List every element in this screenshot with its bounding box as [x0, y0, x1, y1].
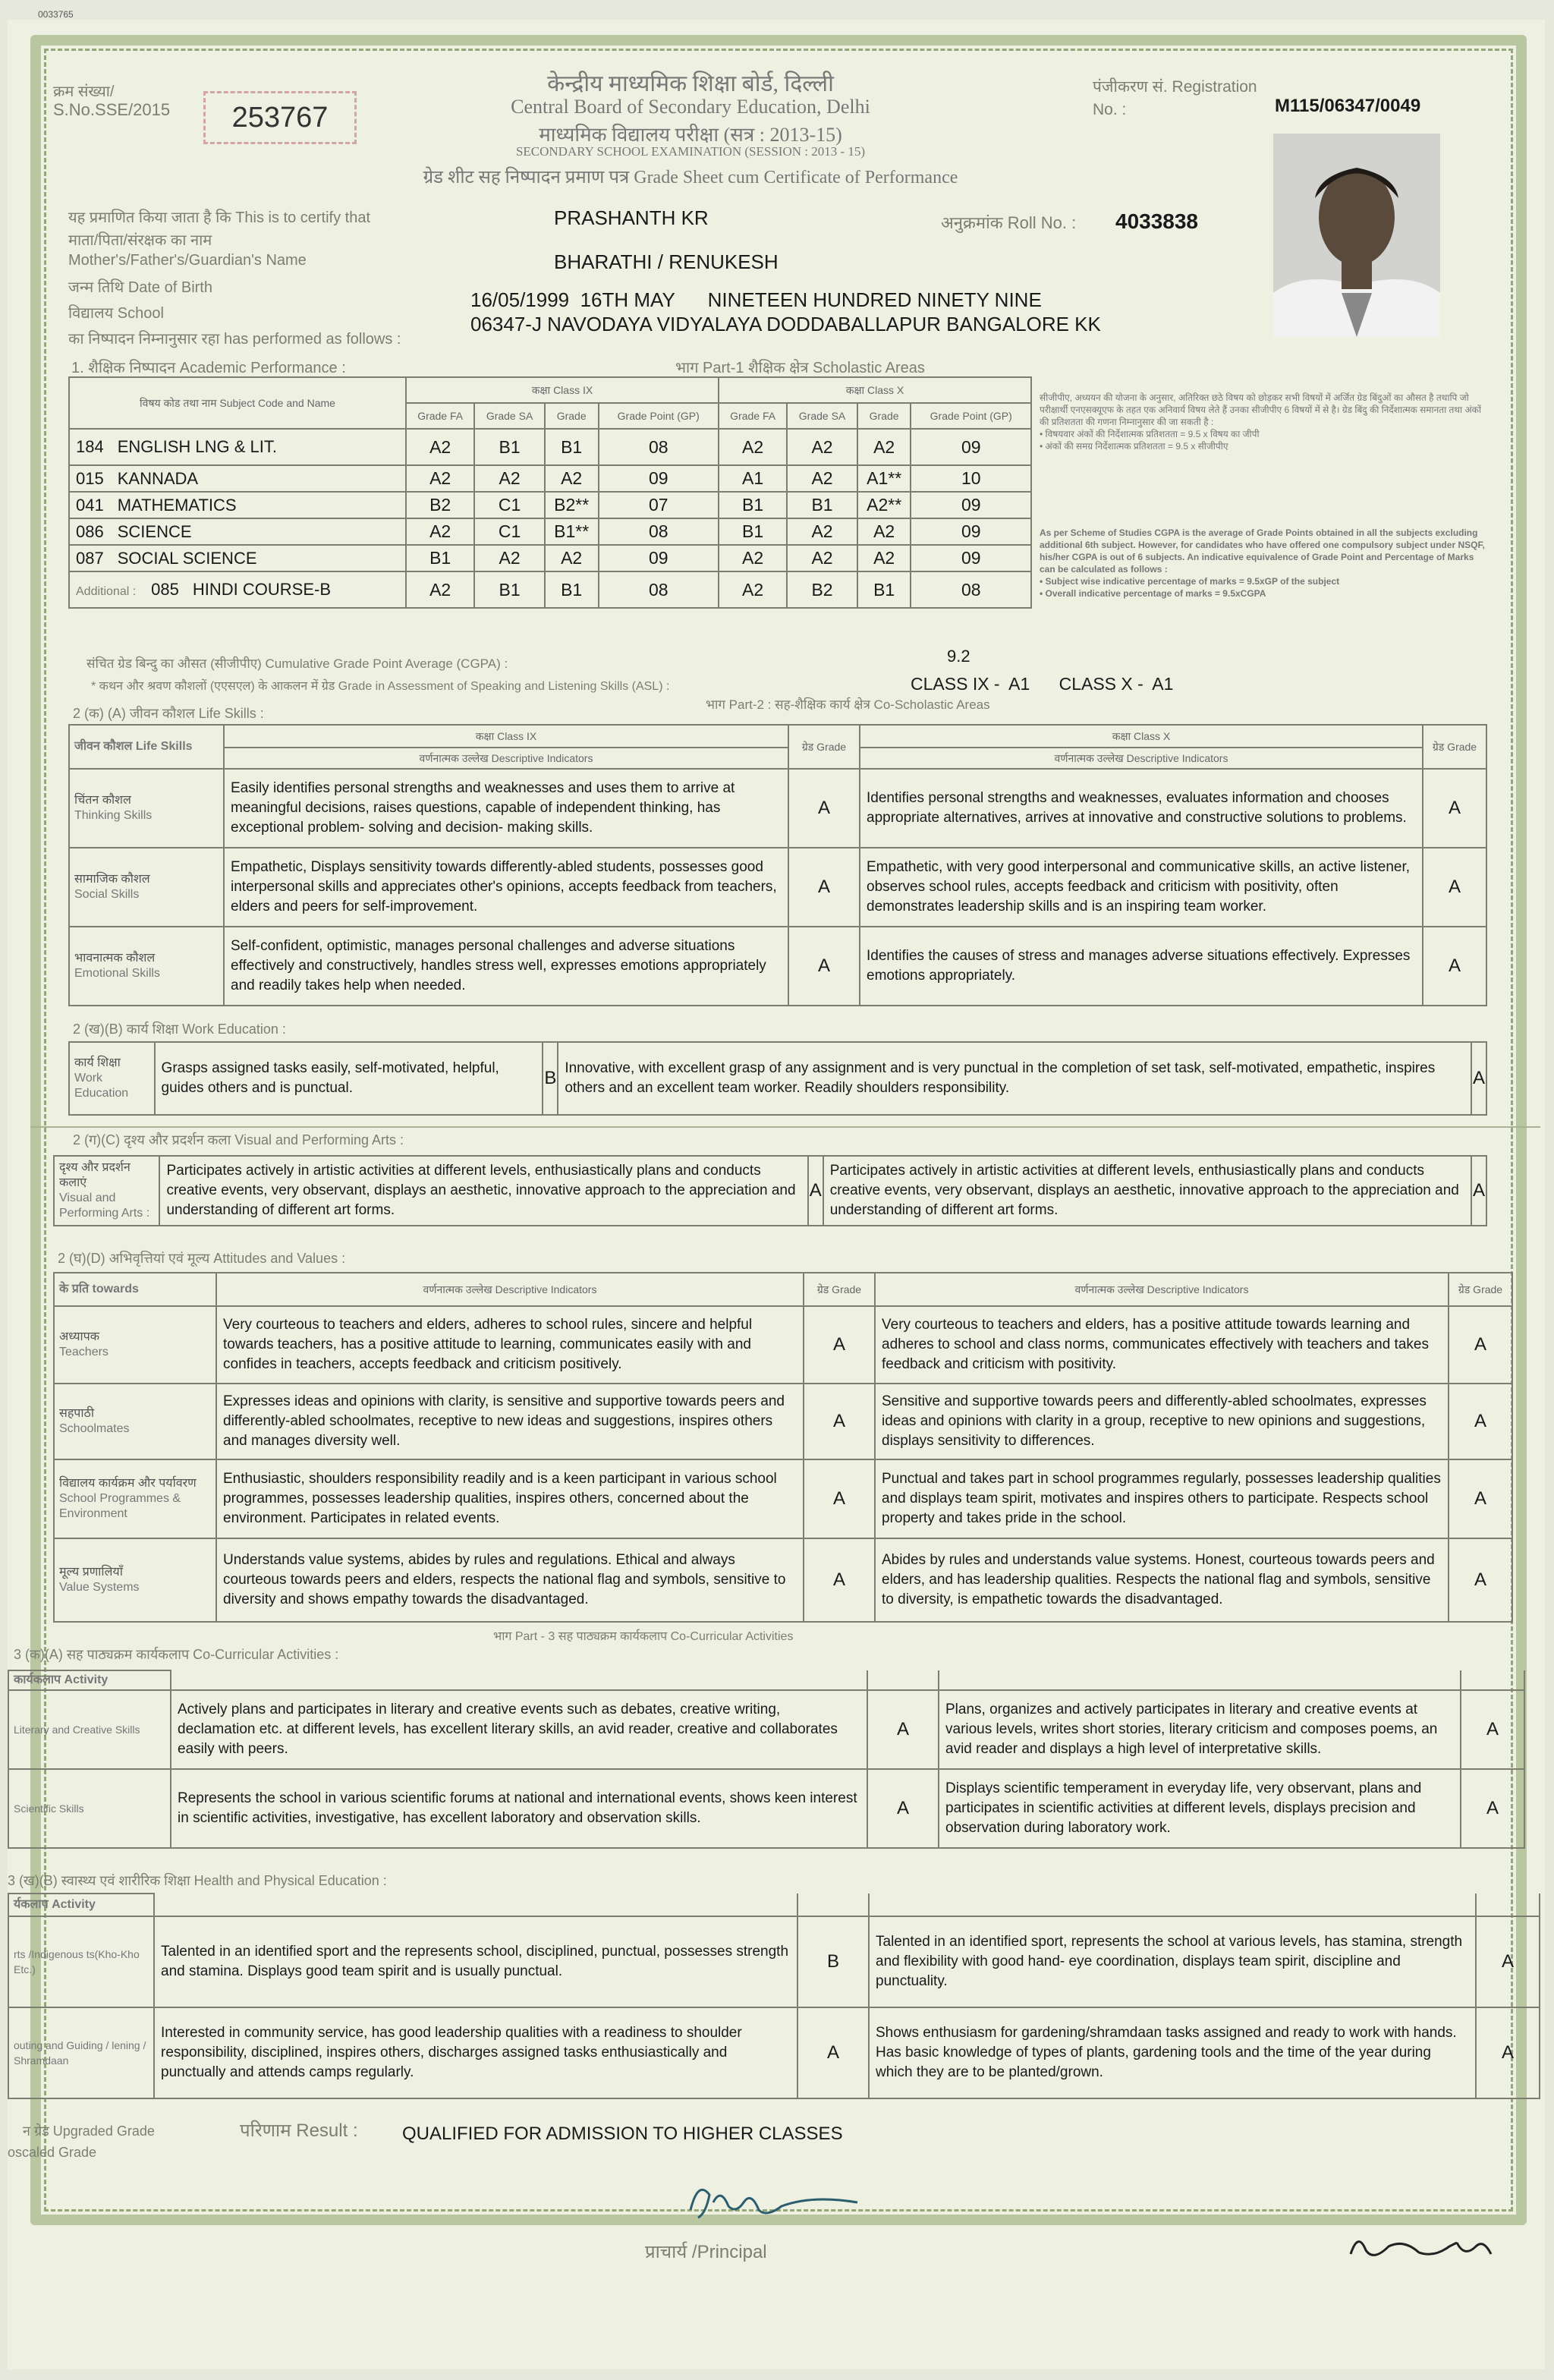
subject-name: SCIENCE [117, 521, 192, 541]
area-label [54, 1384, 216, 1459]
registration-label: पंजीकरण सं. Registration No. : [1093, 78, 1257, 118]
cgpa-note-hindi-bullet: • अंकों की समग्र निर्देशात्मक प्रतिशतता = 9.5 x सीजीपीए [1040, 441, 1228, 452]
area-label [8, 1769, 171, 1848]
area-label-english: Emotional Skills [74, 967, 160, 980]
class9-mark: B1** [545, 518, 599, 545]
class9-grade: A [804, 1384, 875, 1459]
cgpa-note-text: As per Scheme of Studies CGPA is the average of Grade Points obtained in all the subjects excluding additional 6th subject. However, for candidates who have offered one compulsory subject under NSQF, his/her CGPA is out of 6 subjects. An indicative equivalence of Grade Point and Percentage of Marks can be calculated as follows : [1040, 527, 1485, 575]
class9-grade: A [804, 1459, 875, 1538]
subject-name: SOCIAL SCIENCE [117, 548, 257, 568]
area-label [69, 769, 224, 848]
subject-code: 085 [151, 580, 179, 599]
class9-mark: B1 [474, 429, 545, 465]
academic-table [68, 376, 1032, 609]
area-label [54, 1306, 216, 1384]
class10-mark: 08 [911, 571, 1031, 608]
roll-label: अनुक्रमांक Roll No. : [941, 213, 1077, 232]
indicator-row [8, 1690, 1524, 1769]
class9-indicator: Grasps assigned tasks easily, self-motivated, helpful, guides others and is punctual. [155, 1042, 543, 1115]
class9-grade: A [788, 848, 860, 927]
class9-grade: A [867, 1769, 939, 1848]
descriptive-header: वर्णनात्मक उल्लेख Descriptive Indicators [216, 1273, 804, 1306]
subject-row [69, 518, 1031, 545]
class10-mark: A2 [719, 429, 787, 465]
attitudes-title: 2 (घ)(D) अभिवृत्तियां एवं मूल्य Attitudes and Values : [58, 1251, 346, 1266]
subject-cell [69, 465, 406, 492]
class10-indicator: Plans, organizes and actively participates in literary and creative events at various levels, writes short stories, literary criticism and composes poems, an avid reader and displays a high level of interpretative skills. [939, 1690, 1461, 1769]
class10-indicator: Shows enthusiasm for gardening/shramdaan tasks assigned and ready to work with hands. Has basic knowledge of types of plants, gardening tools and the time of the year during which they are to be planted/grown. [869, 2007, 1476, 2098]
class9-mark: B1 [545, 429, 599, 465]
class10-mark: A2 [719, 545, 787, 571]
result-label: परिणाम Result : [240, 2120, 358, 2141]
dob-label: जन्म तिथि Date of Birth [68, 279, 212, 296]
class9-grade: B [797, 1916, 869, 2007]
cocurricular-title: 3 (क)(A) सह पाठ्यक्रम कार्यकलाप Co-Curricular Activities : [14, 1647, 339, 1662]
subject-name: HINDI COURSE-B [192, 580, 332, 599]
area-label [69, 1042, 155, 1115]
class10-mark: 10 [911, 465, 1031, 492]
board-name: Central Board of Secondary Education, Delhi [511, 96, 870, 118]
certify-label: यह प्रमाणित किया जाता है कि This is to certify that [68, 209, 371, 226]
class9-indicator: Actively plans and participates in literary and creative events such as debates, creative writing, declamation etc. at different levels, has excellent literary skills, an avid reader, creative and collaborates easily with peers. [171, 1690, 867, 1769]
class9-mark: 08 [599, 429, 719, 465]
fa-header: Grade FA [406, 403, 474, 429]
class10-grade: A [1423, 927, 1486, 1006]
subject-cell [69, 518, 406, 545]
subject-row [69, 492, 1031, 518]
life-skills-table [68, 724, 1487, 1006]
cgpa-label: संचित ग्रेड बिन्दु का औसत (सीजीपीए) Cumulative Grade Point Average (CGPA) : [87, 656, 508, 671]
class10-grade: A [1461, 1769, 1524, 1848]
class10-indicator: Sensitive and supportive towards peers and differently-abled schoolmates, expresses ideas and opinions with clarity in a group, receptive to new opinions and suggestions, displays sensitivity to differences. [875, 1384, 1449, 1459]
area-label-hindi: विद्यालय कार्यक्रम और पर्यावरण [59, 1477, 197, 1490]
area-label [54, 1156, 159, 1226]
area-label-english: Work Education [74, 1072, 129, 1100]
class10-indicator: Displays scientific temperament in everyday life, very observant, plans and participates in scientific activities at different levels, displays precision and observation during laboratory work. [939, 1769, 1461, 1848]
class10-mark: A1 [719, 465, 787, 492]
indicator-row [54, 1306, 1512, 1384]
asl-label: * कथन और श्रवण कौशलों (एएसएल) के आकलन में ग्रेड Grade in Assessment of Speaking and Listening Skills (ASL) : [91, 680, 670, 693]
class9-mark: A2 [474, 545, 545, 571]
subject-code: 086 [76, 521, 104, 541]
class9-mark: A2 [474, 465, 545, 492]
principal-signature [675, 2172, 873, 2233]
sa-header: Grade SA [474, 403, 545, 429]
activity-col-header: र्यकलाप Activity [8, 1894, 154, 1916]
school-name: 06347-J NAVODAYA VIDYALAYA DODDABALLAPUR BANGALORE KK [470, 313, 1101, 335]
class9-indicator: Enthusiastic, shoulders responsibility readily and is a keen participant in various school programmes, possesses leadership qualities, inspires others, concerned about the environment. Participates in related events. [216, 1459, 804, 1538]
class9-indicator: Represents the school in various scientific forums at national and international events, shows keen interest in scientific activities, investigative, has excellent laboratory and observation skills. [171, 1769, 867, 1848]
area-label-hindi: अध्यापक [59, 1330, 100, 1343]
class9-indicator: Very courteous to teachers and elders, adheres to school rules, sincere and helpful towards teachers, has a positive attitude to learning, communicates easily with and confides in teachers, accepts feedback and criticism positively. [216, 1306, 804, 1384]
subject-name: MATHEMATICS [117, 495, 237, 515]
corner-serial: 0033765 [38, 9, 74, 20]
area-label [8, 2007, 154, 2098]
class9-mark: A2 [406, 518, 474, 545]
class10-indicator: Identifies the causes of stress and manages adverse situations effectively. Expresses emotions appropriately. [860, 927, 1423, 1006]
health-title: 3 (ख)(B) स्वास्थ्य एवं शारीरिक शिक्षा Health and Physical Education : [8, 1873, 387, 1888]
class10-mark: A2 [787, 518, 857, 545]
class10-grade: A [1423, 848, 1486, 927]
subject-cell [69, 545, 406, 571]
class10-mark: A2 [787, 465, 857, 492]
descriptive-header: वर्णनात्मक उल्लेख Descriptive Indicators [875, 1273, 1449, 1306]
class10-mark: A1** [857, 465, 911, 492]
class10-grade: A [1449, 1459, 1512, 1538]
attitudes-table [53, 1272, 1513, 1623]
class9-mark: B2 [406, 492, 474, 518]
cgpa-value: 9.2 [947, 647, 970, 666]
exam-name-hindi: माध्यमिक विद्यालय परीक्षा (सत्र : 2013-15) [539, 124, 842, 146]
grade-header: ग्रेड Grade [1423, 725, 1486, 769]
area-label-english: Visual and Performing Arts : [59, 1192, 150, 1220]
area-label-hindi: मूल्य प्रणालियाँ [59, 1566, 123, 1579]
indicator-row [69, 848, 1486, 927]
subject-name: KANNADA [117, 468, 199, 488]
guardian-label: Mother's/Father's/Guardian's Name [68, 252, 307, 269]
indicator-row [8, 1769, 1524, 1848]
class9-header: कक्षा Class IX [406, 377, 719, 403]
class9-grade: A [788, 769, 860, 848]
area-label [8, 1690, 171, 1769]
area-label-hindi: दृश्य और प्रदर्शन कलाएं [59, 1161, 131, 1189]
class10-mark: A2 [857, 518, 911, 545]
indicator-row [54, 1459, 1512, 1538]
activity-col-header: कार्यकलाप Activity [8, 1670, 171, 1690]
descriptive-header: वर्णनात्मक उल्लेख Descriptive Indicators [224, 748, 788, 769]
descriptive-header: वर्णनात्मक उल्लेख Descriptive Indicators [860, 748, 1423, 769]
student-name: PRASHANTH KR [554, 206, 709, 229]
life-skills-col-header: जीवन कौशल Life Skills [69, 725, 224, 769]
class9-indicator: Empathetic, Displays sensitivity towards differently-abled students, possesses good interpersonal skills and appreciates other's opinions, accepts feedback from teachers, elders and peers for self-improvement. [224, 848, 788, 927]
upscaled-grade-label: oscaled Grade [8, 2145, 97, 2160]
performed-label: का निष्पादन निम्नानुसार रहा has performed as follows : [68, 331, 401, 348]
class9-grade: A [804, 1306, 875, 1384]
class9-mark: 08 [599, 571, 719, 608]
subject-name: ENGLISH LNG & LIT. [117, 437, 278, 456]
subject-code: 184 [76, 437, 104, 456]
additional-label: Additional : [76, 585, 137, 598]
class9-mark: B1 [545, 571, 599, 608]
indicator-row [54, 1384, 1512, 1459]
serial-label-hi: क्रम संख्या/ [53, 83, 115, 100]
area-label-english: School Programmes & Environment [59, 1492, 181, 1520]
class10-indicator: Punctual and takes part in school programmes regularly, possesses leadership qualities and displays team spirit, motivates and inspires others to participate. Respects school property and takes pride in the school. [875, 1459, 1449, 1538]
class9-indicator: Self-confident, optimistic, manages personal challenges and adverse situations effectively and constructively, handles stress well, expresses emotions appropriately and readily takes help when needed. [224, 927, 788, 1006]
serial-label: S.No.SSE/2015 [53, 100, 171, 119]
registration-number: M115/06347/0049 [1275, 96, 1421, 116]
class9-indicator: Understands value systems, abides by rules and regulations. Ethical and always courteous towards peers and elders, respects the national flag and symbols, sensitive to diversity and shows empathy towards the disadvantaged. [216, 1538, 804, 1622]
indicator-row [69, 927, 1486, 1006]
class10-mark: B2 [787, 571, 857, 608]
class10-grade: A [1449, 1306, 1512, 1384]
exam-name: SECONDARY SCHOOL EXAMINATION (SESSION : 2013 - 15) [515, 144, 866, 159]
subject-cell [69, 492, 406, 518]
class9-indicator: Interested in community service, has good leadership qualities with a readiness to shoulder responsibility, disciplined, inspires others, discharges assigned tasks enthusiastically and punctually and attends camps regularly. [154, 2007, 797, 2098]
subject-cell [69, 429, 406, 465]
subject-code: 041 [76, 495, 104, 515]
area-label-english: Thinking Skills [74, 809, 153, 822]
area-label [69, 927, 224, 1006]
class10-indicator: Talented in an identified sport, represents the school at various levels, has stamina, strength and flexibility with good hand- eye coordination, displays team spirit, discipline and punctuality. [869, 1916, 1476, 2007]
indicator-row [8, 1916, 1540, 2007]
class10-indicator: Innovative, with excellent grasp of any assignment and is very punctual in the completion of set task, self-motivated, empathetic, inspires others and an excellent team worker. Readily shoulders responsibility. [558, 1042, 1471, 1115]
indicator-row [8, 2007, 1540, 2098]
class9-indicator: Expresses ideas and opinions with clarity, is sensitive and supportive towards peers and differently-abled schoolmates, receptive to new ideas and suggestions, inspires others and manages diversity well. [216, 1384, 804, 1459]
class10-grade: A [1476, 1916, 1540, 2007]
class9-grade: A [867, 1690, 939, 1769]
area-label-hindi: चिंतन कौशल [74, 794, 131, 807]
sa-header: Grade SA [787, 403, 857, 429]
area-label-english: Teachers [59, 1346, 109, 1358]
class9-mark: A2 [406, 571, 474, 608]
board-name-hindi: केन्द्रीय माध्यमिक शिक्षा बोर्ड, दिल्ली [547, 71, 834, 96]
grade-point-header: Grade Point (GP) [911, 403, 1031, 429]
class10-header: कक्षा Class X [719, 377, 1031, 403]
guardian-label-hindi: माता/पिता/संरक्षक का नाम [68, 232, 212, 249]
scholastic-part-title: भाग Part-1 शैक्षिक क्षेत्र Scholastic Areas [675, 360, 925, 376]
activity-name: rts /Indigenous ts(Kho-Kho Etc.) [14, 1948, 140, 1975]
cgpa-note-hindi-bullet: • विषयवार अंकों की निर्देशात्मक प्रतिशतता = 9.5 x विषय का जीपी [1040, 429, 1260, 439]
class10-grade: A [1423, 769, 1486, 848]
towards-col-header: के प्रति towards [54, 1273, 216, 1306]
subject-cell [69, 571, 406, 608]
subject-header: विषय कोड तथा नाम Subject Code and Name [140, 396, 335, 409]
class10-indicator: Participates actively in artistic activities at different levels, enthusiastically plans and conducts creative events, very observant, displays an aesthetic, innovative approach to the appreciation and understanding of different art forms. [823, 1156, 1471, 1226]
indicator-row [54, 1156, 1486, 1226]
class10-indicator: Abides by rules and understands value systems. Honest, courteous towards peers and elders, and has leadership qualities. Respects the national flag and symbols, sensitive to diversity, is empathetic towards the disadvantaged. [875, 1538, 1449, 1622]
area-label-hindi: सामाजिक कौशल [74, 873, 150, 886]
subject-row [69, 429, 1031, 465]
class10-mark: B1 [719, 492, 787, 518]
area-label [69, 848, 224, 927]
class9-grade: A [788, 927, 860, 1006]
class9-grade: A [804, 1538, 875, 1622]
class9-mark: C1 [474, 492, 545, 518]
class10-mark: 09 [911, 492, 1031, 518]
subject-code: 087 [76, 548, 104, 568]
serial-number: 253767 [203, 91, 357, 144]
class9-mark: 07 [599, 492, 719, 518]
indicator-row [54, 1538, 1512, 1622]
class10-mark: B1 [719, 518, 787, 545]
subject-code: 015 [76, 468, 104, 488]
class10-mark: 09 [911, 429, 1031, 465]
class9-mark: A2 [545, 545, 599, 571]
class10-mark: A2 [787, 545, 857, 571]
area-label [8, 1916, 154, 2007]
activity-name: Literary and Creative Skills [14, 1724, 140, 1736]
grade-header: ग्रेड Grade [1449, 1273, 1512, 1306]
class10-grade: A [1476, 2007, 1540, 2098]
class10-mark: A2 [719, 571, 787, 608]
fa-header: Grade FA [719, 403, 787, 429]
life-skills-title: 2 (क) (A) जीवन कौशल Life Skills : [73, 706, 264, 721]
class9-mark: B1 [406, 545, 474, 571]
class10-grade: A [1449, 1384, 1512, 1459]
class10-grade: A [1449, 1538, 1512, 1622]
student-photo [1273, 134, 1440, 337]
subject-row [69, 465, 1031, 492]
health-table [8, 1893, 1540, 2099]
cocurricular-table [8, 1670, 1525, 1849]
class9-indicator: Easily identifies personal strengths and weaknesses and uses them to arrive at meaningful decisions, raises questions, capable of independent thinking, has exceptional problem- solving and decision- making skills. [224, 769, 788, 848]
upgraded-grade-label: न ग्रेड Upgraded Grade [23, 2123, 155, 2139]
class9-grade: B [543, 1042, 558, 1115]
class9-mark: C1 [474, 518, 545, 545]
class9-mark: 08 [599, 518, 719, 545]
class10-indicator: Very courteous to teachers and elders, has a positive attitude towards learning and adheres to school and class norms, communicates effectively with teachers and takes feedback and criticism with positivity. [875, 1306, 1449, 1384]
fold-line [30, 1126, 1540, 1128]
class10-mark: A2** [857, 492, 911, 518]
indicator-row [69, 1042, 1486, 1115]
academic-section-title: 1. शैक्षिक निष्पादन Academic Performance : [71, 360, 346, 376]
class10-grade: A [1461, 1690, 1524, 1769]
activity-name: outing and Guiding / lening / Shramdaan [14, 2039, 146, 2067]
area-label [54, 1538, 216, 1622]
class10-mark: A2 [787, 429, 857, 465]
cgpa-note-bullet: • Overall indicative percentage of marks = 9.5xCGPA [1040, 588, 1266, 599]
area-label-english: Value Systems [59, 1581, 140, 1594]
subject-row [69, 545, 1031, 571]
class10-mark: A2 [857, 545, 911, 571]
subject-row [69, 571, 1031, 608]
certificate-paper [8, 9, 1545, 2369]
class10-mark: B1 [787, 492, 857, 518]
area-label-hindi: सहपाठी [59, 1407, 94, 1420]
class9-mark: A2 [406, 465, 474, 492]
coscholastic-part-title: भाग Part-2 : सह-शैक्षिक कार्य क्षेत्र Co-Scholastic Areas [706, 697, 990, 712]
principal-label: प्राचार्य /Principal [645, 2242, 767, 2262]
class9-indicator: Participates actively in artistic activities at different levels, enthusiastically plans and conducts creative events, very observant, displays an aesthetic, innovative approach to the appreciation and understanding of different art forms. [159, 1156, 807, 1226]
class10-indicator: Identifies personal strengths and weaknesses, evaluates information and chooses appropriate alternatives, arrives at innovative and constructive solutions to problems. [860, 769, 1423, 848]
class9-indicator: Talented in an identified sport and the represents school, disciplined, punctual, possesses strength and stamina. Displays good team spirit and is usually punctual. [154, 1916, 797, 2007]
cgpa-note-bullet: • Subject wise indicative percentage of marks = 9.5xGP of the subject [1040, 576, 1340, 587]
area-label-hindi: भावनात्मक कौशल [74, 952, 156, 965]
class9-grade: A [808, 1156, 823, 1226]
area-label-hindi: कार्य शिक्षा [74, 1056, 121, 1069]
class10-grade: A [1471, 1156, 1486, 1226]
work-education-table [68, 1041, 1487, 1116]
class10-mark: 09 [911, 518, 1031, 545]
cocurricular-part-title: भाग Part - 3 सह पाठ्यक्रम कार्यकलाप Co-Curricular Activities [493, 1630, 794, 1643]
cgpa-note [1040, 527, 1487, 600]
roll-number: 4033838 [1115, 209, 1199, 233]
class9-mark: A2 [406, 429, 474, 465]
area-label-english: Social Skills [74, 888, 140, 901]
visual-arts-table [53, 1155, 1487, 1226]
class9-mark: B2** [545, 492, 599, 518]
class9-mark: B1 [474, 571, 545, 608]
class9-mark: 09 [599, 545, 719, 571]
class9-header: कक्षा Class IX [224, 725, 788, 748]
cgpa-note-hindi [1040, 392, 1487, 452]
class10-indicator: Empathetic, with very good interpersonal and communicative skills, an active listener, observes school rules, accepts feedback and criticism with positivity, often demonstrates leadership skills and is an inspiring team worker. [860, 848, 1423, 927]
grade-header: ग्रेड Grade [804, 1273, 875, 1306]
school-label: विद्यालय School [68, 305, 164, 322]
class9-mark: A2 [545, 465, 599, 492]
cgpa-note-hindi-text: सीजीपीए, अध्ययन की योजना के अनुसार, अतिरिक्त छठे विषय को छोड़कर सभी विषयों में अर्जित ग्रेड बिंदुओं का औसत है तथापि जो परीक्षार्थी एनएसक्यूएफ के तहत एक अनिवार्य विषय लेते हैं उनका सीजीपीए 6 विषयों में से है। ग्रेड बिंदु की निर्देशात्मक समानता तथा अंकों की प्रतिशतता की गणना निम्नानुसार की जा सकती है : [1040, 392, 1481, 427]
document-title: ग्रेड शीट सह निष्पादन प्रमाण पत्र Grade Sheet cum Certificate of Performance [423, 168, 958, 187]
grade-header: ग्रेड Grade [788, 725, 860, 769]
work-education-title: 2 (ख)(B) कार्य शिक्षा Work Education : [73, 1022, 286, 1037]
grade-point-header: Grade Point (GP) [599, 403, 719, 429]
overall-grade-header: Grade [857, 403, 911, 429]
asl-value: CLASS IX - A1 CLASS X - A1 [911, 674, 1174, 694]
class10-mark: 09 [911, 545, 1031, 571]
area-label [54, 1459, 216, 1538]
date-of-birth: 16/05/1999 16TH MAY NINETEEN HUNDRED NINETY NINE [470, 288, 1042, 311]
class10-header: कक्षा Class X [860, 725, 1423, 748]
overall-grade-header: Grade [545, 403, 599, 429]
indicator-row [69, 769, 1486, 848]
class10-mark: B1 [857, 571, 911, 608]
guardian-name: BHARATHI / RENUKESH [554, 250, 779, 273]
activity-name: Scientific Skills [14, 1802, 84, 1815]
result-value: QUALIFIED FOR ADMISSION TO HIGHER CLASSES [402, 2123, 843, 2144]
visual-arts-title: 2 (ग)(C) दृश्य और प्रदर्शन कला Visual and Performing Arts : [73, 1132, 404, 1148]
class9-mark: 09 [599, 465, 719, 492]
class10-mark: A2 [857, 429, 911, 465]
class9-grade: A [797, 2007, 869, 2098]
area-label-english: Schoolmates [59, 1422, 130, 1435]
controller-signature [1343, 2224, 1495, 2269]
class10-grade: A [1471, 1042, 1486, 1115]
